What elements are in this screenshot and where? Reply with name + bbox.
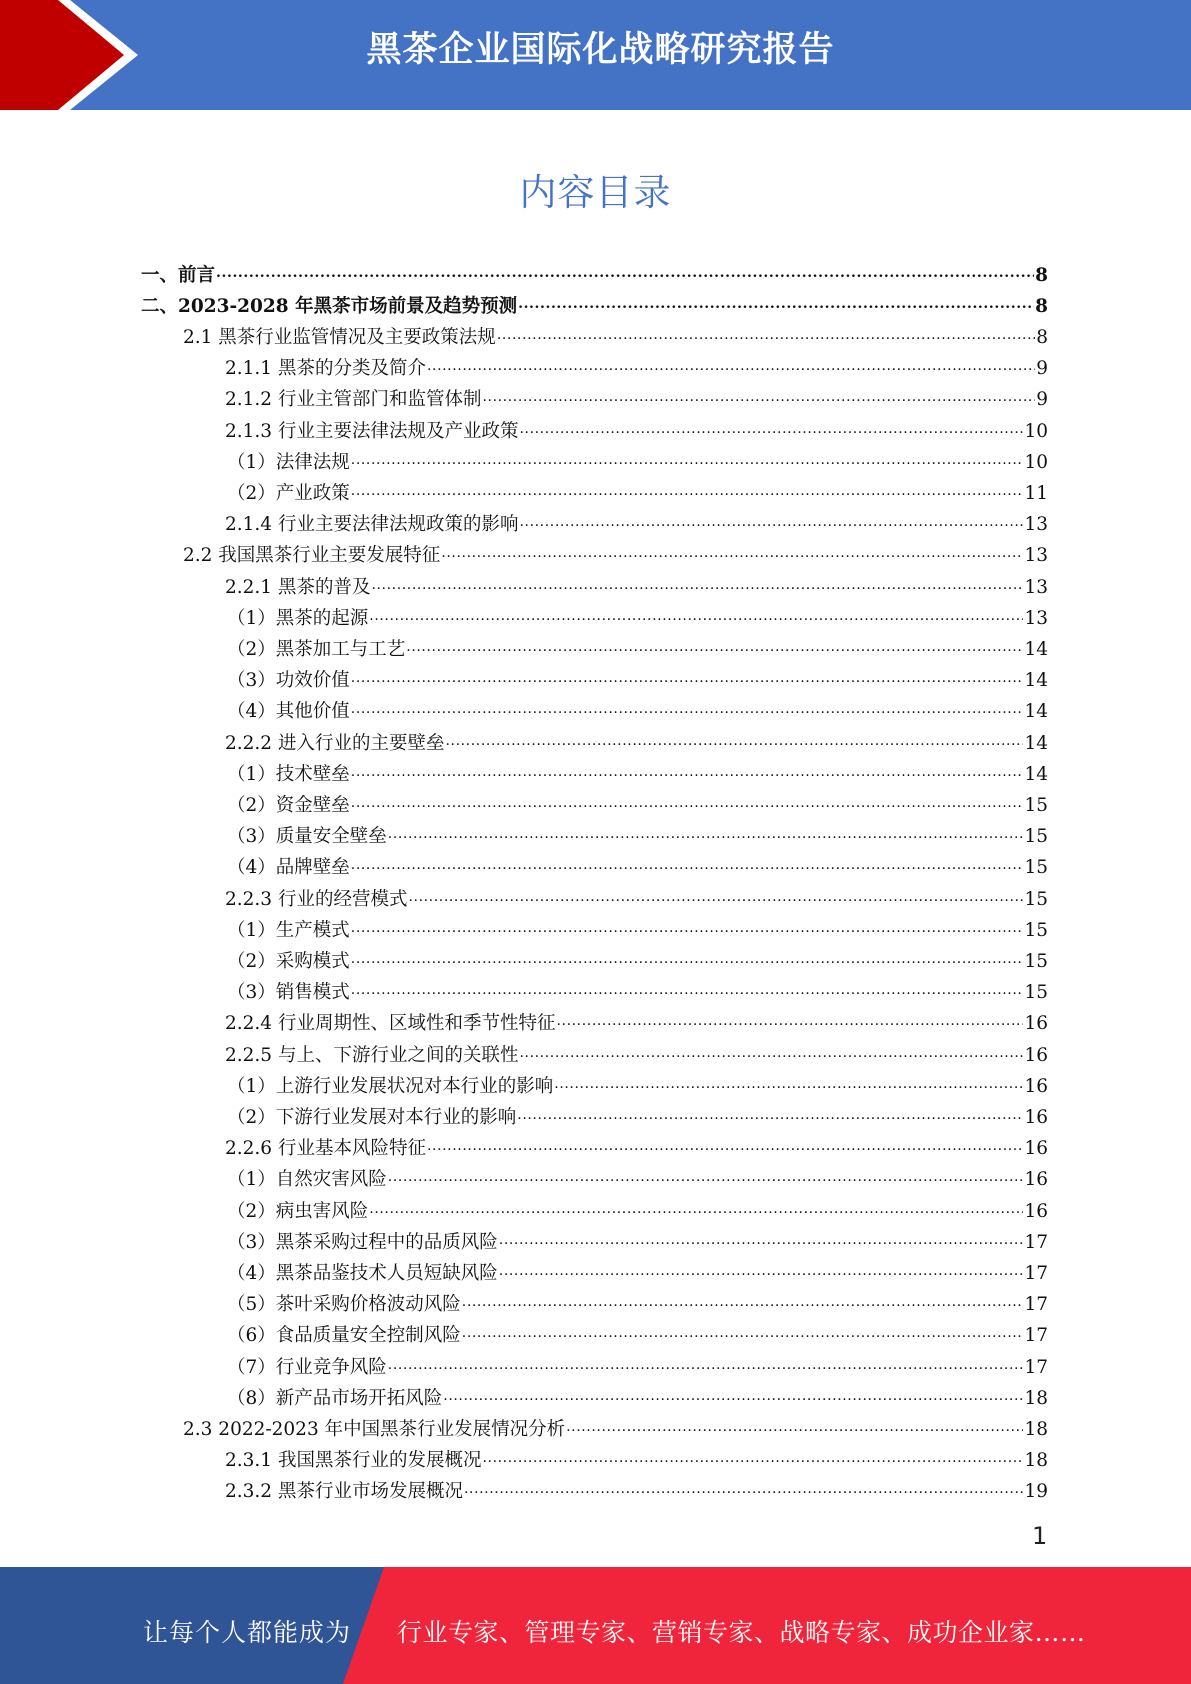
toc-entry-label: （5）茶叶采购价格波动风险 [227,1294,461,1316]
toc-leader-dots [443,1386,1023,1405]
toc-entry-page: 16 [1024,1075,1048,1097]
toc-entry-label: （1）法律法规 [227,451,350,473]
footer-slogan-right: 行业专家、管理专家、营销专家、战略专家、成功企业家…… [397,1618,1086,1647]
toc-entry-label: 2.2.2 进入行业的主要壁垒 [225,732,445,754]
toc-entry-page: 17 [1024,1231,1048,1253]
toc-entry-label: （3）质量安全壁垒 [227,826,387,848]
toc-leader-dots [216,263,1034,282]
toc-entry-page: 15 [1024,982,1048,1004]
toc-entry[interactable] [227,1221,1048,1252]
toc-entry-page: 15 [1024,826,1048,848]
toc-entry-page: 11 [1024,482,1048,504]
toc-entry-page: 13 [1024,545,1048,567]
toc-entry-label: （2）黑茶加工与工艺 [227,638,406,660]
header-banner [0,0,1191,110]
page-number: 1 [1032,1522,1048,1550]
toc-entry-label: （1）生产模式 [227,919,350,941]
toc-leader-dots [371,575,1023,594]
toc-entry-page: 9 [1036,389,1048,411]
toc-entry-label: （7）行业竞争风险 [227,1356,387,1378]
toc-leader-dots [519,419,1023,438]
toc-entry-label: （4）黑茶品鉴技术人员短缺风险 [227,1262,498,1284]
toc-leader-dots [566,1417,1023,1436]
toc-entry-label: 2.2.5 与上、下游行业之间的关联性 [225,1044,519,1066]
toc-entry-label: （1）上游行业发展状况对本行业的影响 [227,1075,554,1097]
toc-leader-dots [351,980,1024,999]
toc-entry[interactable] [225,504,1048,535]
toc-entry-page: 15 [1024,888,1048,910]
toc-entry[interactable] [225,348,1048,379]
toc-entry-page: 16 [1024,1013,1048,1035]
toc-leader-dots [497,325,1035,344]
toc-leader-dots [499,1230,1024,1249]
toc-entry-page: 14 [1024,701,1048,723]
toc-leader-dots [408,887,1023,906]
toc-entry[interactable] [183,535,1048,566]
toc-leader-dots [441,543,1023,562]
toc-entry[interactable] [183,316,1048,347]
toc-leader-dots [482,1448,1023,1467]
toc-entry-page: 16 [1024,1200,1048,1222]
toc-leader-dots [351,481,1024,500]
toc-entry-page: 15 [1024,794,1048,816]
toc-entry[interactable] [225,1034,1048,1065]
toc-entry[interactable] [227,1065,1048,1096]
toc-entry-label: 2.2.6 行业基本风险特征 [225,1138,426,1160]
toc-entry[interactable] [227,1377,1048,1408]
toc-entry[interactable] [227,816,1048,847]
toc-leader-dots [519,1043,1023,1062]
toc-entry-label: 2.3 2022-2023 年中国黑茶行业发展情况分析 [183,1418,566,1440]
toc-entry[interactable] [227,597,1048,628]
toc-leader-dots [351,450,1024,469]
toc-entry-page: 14 [1024,638,1048,660]
toc-entry-page: 14 [1024,732,1048,754]
toc-entry[interactable] [227,628,1048,659]
toc-entry[interactable] [227,1096,1048,1127]
toc-entry[interactable] [227,1190,1048,1221]
toc-entry-label: （2）资金壁垒 [227,794,350,816]
toc-entry-page: 18 [1024,1387,1048,1409]
toc-leader-dots [351,793,1024,812]
toc-entry-page: 17 [1024,1356,1048,1378]
toc-entry[interactable] [227,784,1048,815]
toc-leader-dots [464,1479,1023,1498]
toc-leader-dots [554,1074,1023,1093]
toc-entry[interactable] [227,909,1048,940]
toc-entry-label: 2.1.4 行业主要法律法规政策的影响 [225,514,519,536]
toc-entry-page: 9 [1036,358,1048,380]
toc-entry-page: 13 [1024,514,1048,536]
toc-entry-page: 16 [1024,1106,1048,1128]
footer-slogan-left: 让每个人都能成为 [143,1618,352,1647]
toc-leader-dots [519,512,1023,531]
toc-heading: 内容目录 [519,171,672,214]
toc-entry-page: 17 [1024,1294,1048,1316]
toc-entry[interactable] [227,660,1048,691]
toc-leader-dots [351,949,1024,968]
toc-leader-dots [388,824,1024,843]
toc-entry-label: （6）食品质量安全控制风险 [227,1325,461,1347]
toc-entry-label: 2.2.3 行业的经营模式 [225,888,408,910]
toc-leader-dots [369,606,1023,625]
toc-entry[interactable] [225,1003,1048,1034]
toc-entry-page: 16 [1024,1138,1048,1160]
footer-banner [0,1567,1191,1684]
toc-entry[interactable] [227,972,1048,1003]
toc-entry[interactable] [227,441,1048,472]
toc-entry[interactable] [225,566,1048,597]
toc-entry-page: 13 [1024,607,1048,629]
toc-entry[interactable] [227,847,1048,878]
toc-entry[interactable] [141,285,1048,316]
toc-entry-label: 2.1 黑茶行业监管情况及主要政策法规 [183,326,496,348]
toc-entry-page: 8 [1035,264,1048,286]
toc-entry-page: 8 [1035,295,1048,317]
toc-leader-dots [406,637,1023,656]
toc-entry[interactable] [227,1315,1048,1346]
toc-entry-page: 18 [1024,1418,1048,1440]
toc-entry-page: 14 [1024,670,1048,692]
toc-entry[interactable] [225,1440,1048,1471]
toc-leader-dots [388,1355,1024,1374]
toc-leader-dots [427,356,1035,375]
toc-leader-dots [369,1199,1023,1218]
toc-leader-dots [499,1261,1024,1280]
toc-entry-label: 2.2.4 行业周期性、区域性和季节性特征 [225,1013,556,1035]
toc-entry-label: 2.3.1 我国黑茶行业的发展概况 [225,1450,482,1472]
toc-leader-dots [351,668,1024,687]
toc-entry-label: （2）下游行业发展对本行业的影响 [227,1106,517,1128]
toc-leader-dots [351,855,1024,874]
toc-entry[interactable] [225,1471,1048,1502]
toc-leader-dots [517,1105,1023,1124]
toc-entry[interactable] [227,1346,1048,1377]
toc-entry-label: （4）其他价值 [227,701,350,723]
toc-entry-label: （2）采购模式 [227,950,350,972]
toc-entry-page: 13 [1024,576,1048,598]
toc-entry-label: 一、前言 [141,264,216,286]
toc-entry-page: 19 [1024,1481,1048,1503]
toc-entry-page: 18 [1024,1450,1048,1472]
toc-entry-label: （3）销售模式 [227,982,350,1004]
toc-leader-dots [556,1011,1023,1030]
toc-leader-dots [445,731,1023,750]
toc-entry[interactable] [227,1252,1048,1283]
toc-entry-page: 15 [1024,919,1048,941]
toc-leader-dots [482,387,1035,406]
toc-entry-page: 10 [1024,451,1048,473]
toc-entry[interactable] [225,878,1048,909]
toc-entry[interactable] [141,254,1048,285]
toc-leader-dots [462,1292,1024,1311]
toc-entry[interactable] [183,1408,1048,1439]
toc-entry[interactable] [227,940,1048,971]
toc-entry-label: （8）新产品市场开拓风险 [227,1387,443,1409]
toc-entry[interactable] [227,1284,1048,1315]
toc-leader-dots [351,918,1024,937]
toc-entry-label: （1）技术壁垒 [227,763,350,785]
toc-leader-dots [462,1323,1024,1342]
toc-leader-dots [518,294,1034,313]
toc-entry-page: 14 [1024,763,1048,785]
toc-entry-page: 16 [1024,1044,1048,1066]
toc-entry-label: （2）病虫害风险 [227,1200,369,1222]
toc-entry-label: 2.2.1 黑茶的普及 [225,576,371,598]
toc-entry-label: 2.1.3 行业主要法律法规及产业政策 [225,420,519,442]
toc-leader-dots [388,1167,1024,1186]
toc-entry-page: 16 [1024,1169,1048,1191]
toc-leader-dots [351,699,1024,718]
toc-entry-label: （3）功效价值 [227,670,350,692]
toc-entry-page: 17 [1024,1262,1048,1284]
toc-entry[interactable] [227,472,1048,503]
toc-entry-page: 8 [1036,326,1048,348]
report-title: 黑茶企业国际化战略研究报告 [366,30,835,70]
toc-entry-label: （2）产业政策 [227,482,350,504]
toc-entry-label: 2.3.2 黑茶行业市场发展概况 [225,1481,463,1503]
toc-entry-label: 2.1.1 黑茶的分类及简介 [225,358,426,380]
toc-leader-dots [427,1136,1023,1155]
toc-entry-label: （3）黑茶采购过程中的品质风险 [227,1231,498,1253]
toc-entry-page: 10 [1024,420,1048,442]
toc-entry[interactable] [227,753,1048,784]
toc-entry-page: 15 [1024,950,1048,972]
toc-entry[interactable] [225,410,1048,441]
toc-entry-label: （1）黑茶的起源 [227,607,369,629]
toc-entry-page: 15 [1024,857,1048,879]
toc-entry[interactable] [227,691,1048,722]
toc-entry[interactable] [227,1159,1048,1190]
toc-entry-label: （4）品牌壁垒 [227,857,350,879]
toc-entry[interactable] [225,1128,1048,1159]
toc-leader-dots [351,762,1024,781]
toc-entry-label: 二、2023-2028 年黑茶市场前景及趋势预测 [141,295,518,317]
toc-entry[interactable] [225,379,1048,410]
toc-entry-label: 2.2 我国黑茶行业主要发展特征 [183,545,441,567]
toc-entry-label: （1）自然灾害风险 [227,1169,387,1191]
toc-entry-label: 2.1.2 行业主管部门和监管体制 [225,389,482,411]
toc-entry[interactable] [225,722,1048,753]
toc-entry-page: 17 [1024,1325,1048,1347]
